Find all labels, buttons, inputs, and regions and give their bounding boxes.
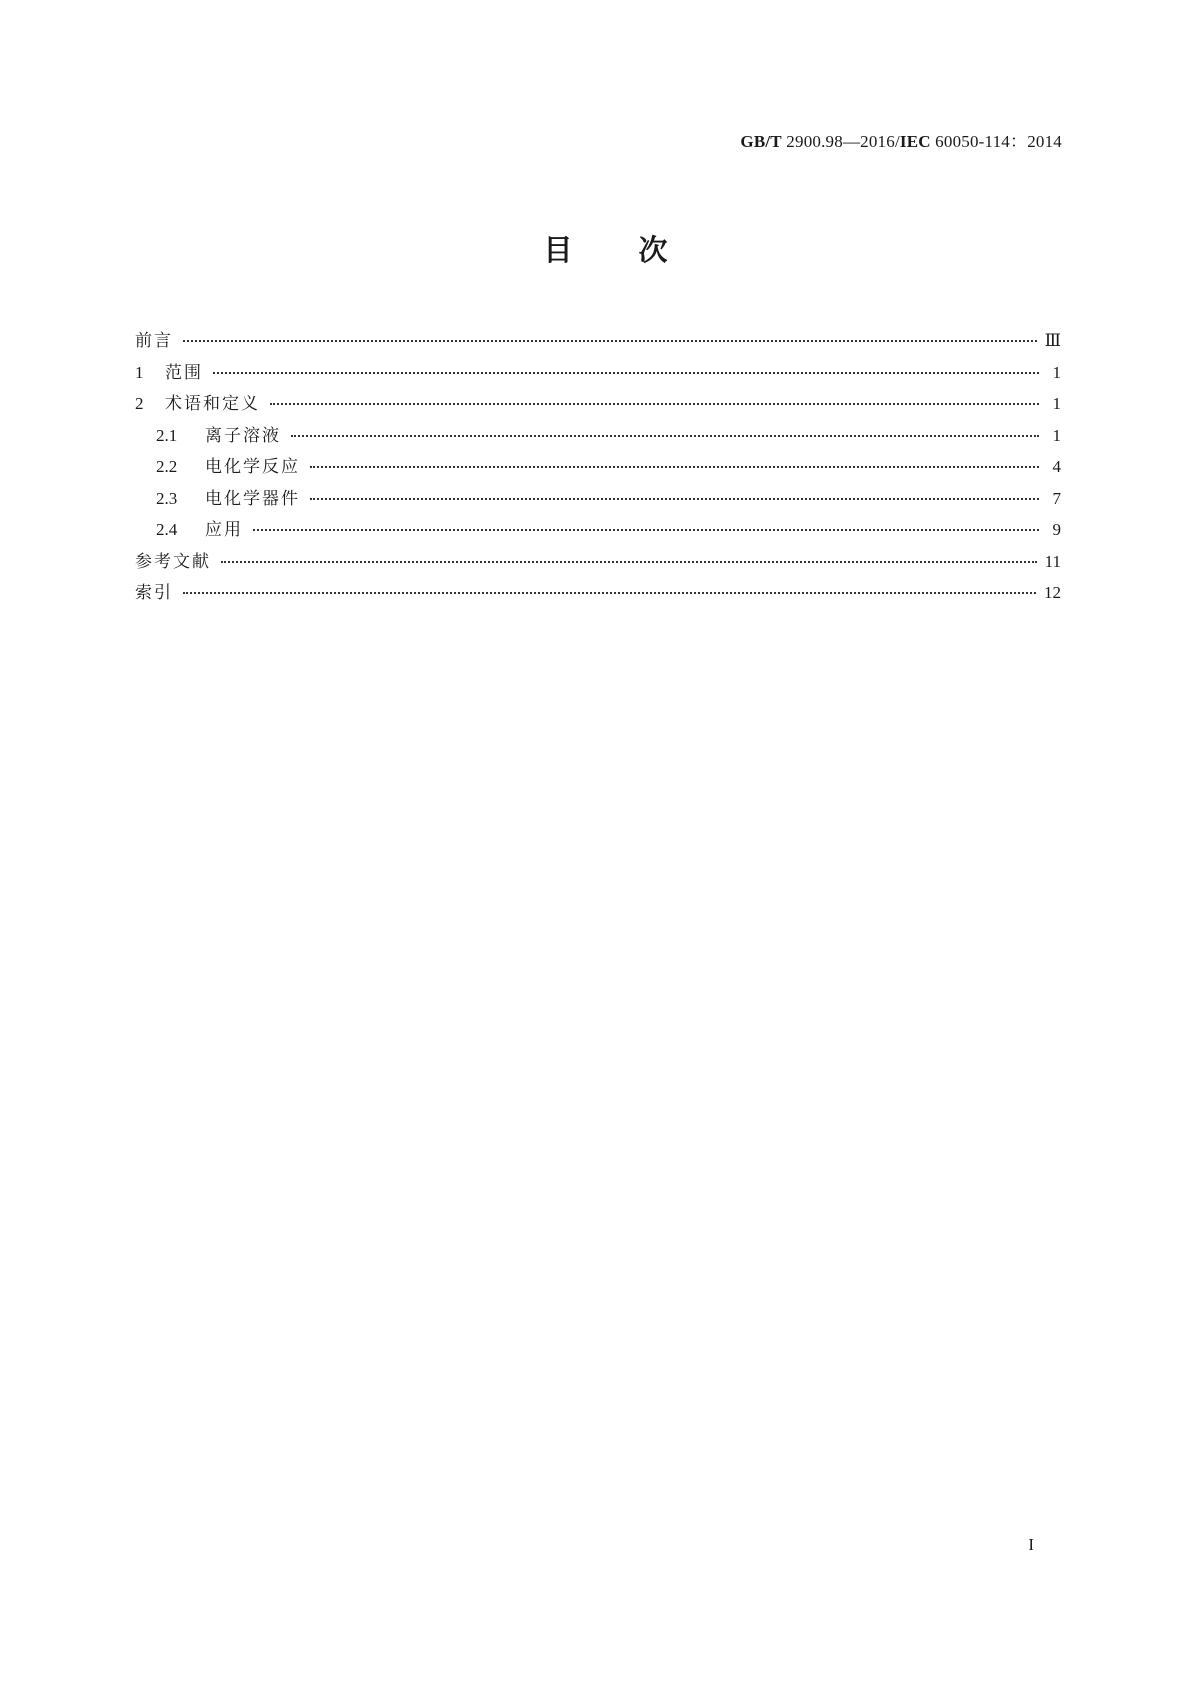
toc-entry-page: 12: [1044, 583, 1061, 602]
dot-leader: [221, 550, 1037, 567]
dot-leader: [183, 329, 1037, 346]
toc-entry-terms[interactable]: [135, 389, 1061, 421]
gb-code: 2900.98—2016/: [781, 132, 900, 151]
dot-leader: [213, 361, 1039, 378]
toc-entry-ionic-solution[interactable]: [135, 421, 1061, 453]
toc-entry-electrochemical-device[interactable]: [135, 484, 1061, 516]
toc-entry-title: 前言: [135, 331, 173, 351]
iec-prefix: IEC: [899, 132, 931, 151]
dot-leader: [270, 392, 1039, 409]
toc-title: 目 次: [543, 233, 668, 267]
toc-entry-page: 9: [1052, 520, 1061, 539]
dot-leader: [183, 581, 1036, 598]
standard-number-header: [740, 127, 1062, 152]
toc-entry-page: Ⅲ: [1044, 331, 1061, 350]
toc-entry-number: 2.4: [156, 520, 178, 539]
toc-entry-index[interactable]: [135, 578, 1061, 610]
toc-entry-page: 1: [1052, 425, 1061, 445]
table-of-contents: [135, 326, 1061, 610]
toc-entry-title: 电化学器件: [205, 488, 300, 509]
toc-entry-title: 电化学反应: [205, 457, 300, 477]
toc-entry-page: 4: [1052, 457, 1061, 476]
dot-leader: [310, 455, 1039, 472]
toc-entry-page: 1: [1052, 362, 1061, 382]
dot-leader: [310, 487, 1039, 504]
toc-entry-title: 术语和定义: [165, 394, 260, 414]
dot-leader: [253, 518, 1039, 535]
toc-entry-electrochemical-reaction[interactable]: [135, 452, 1061, 484]
page-number: I: [1028, 1535, 1034, 1554]
toc-entry-number: 1: [135, 362, 144, 382]
toc-entry-foreword[interactable]: [135, 326, 1061, 358]
toc-entry-page: 1: [1052, 394, 1061, 413]
toc-entry-number: 2.1: [156, 425, 178, 445]
gb-prefix: GB/T: [740, 132, 782, 151]
toc-entry-title: 范围: [165, 362, 203, 383]
iec-code: 60050-114：2014: [930, 132, 1062, 151]
toc-entry-page: 11: [1044, 551, 1061, 571]
toc-entry-applications[interactable]: [135, 515, 1061, 547]
dot-leader: [291, 424, 1039, 441]
toc-entry-scope[interactable]: [135, 358, 1061, 390]
toc-entry-title: 离子溶液: [205, 425, 281, 446]
toc-entry-title: 索引: [135, 583, 173, 603]
toc-entry-page: 7: [1052, 488, 1061, 508]
toc-entry-title: 应用: [205, 520, 243, 540]
toc-entry-number: 2.2: [156, 457, 178, 476]
toc-entry-bibliography[interactable]: [135, 547, 1061, 579]
toc-entry-number: 2: [135, 394, 144, 413]
toc-entry-title: 参考文献: [135, 551, 211, 572]
toc-entry-number: 2.3: [156, 488, 178, 508]
